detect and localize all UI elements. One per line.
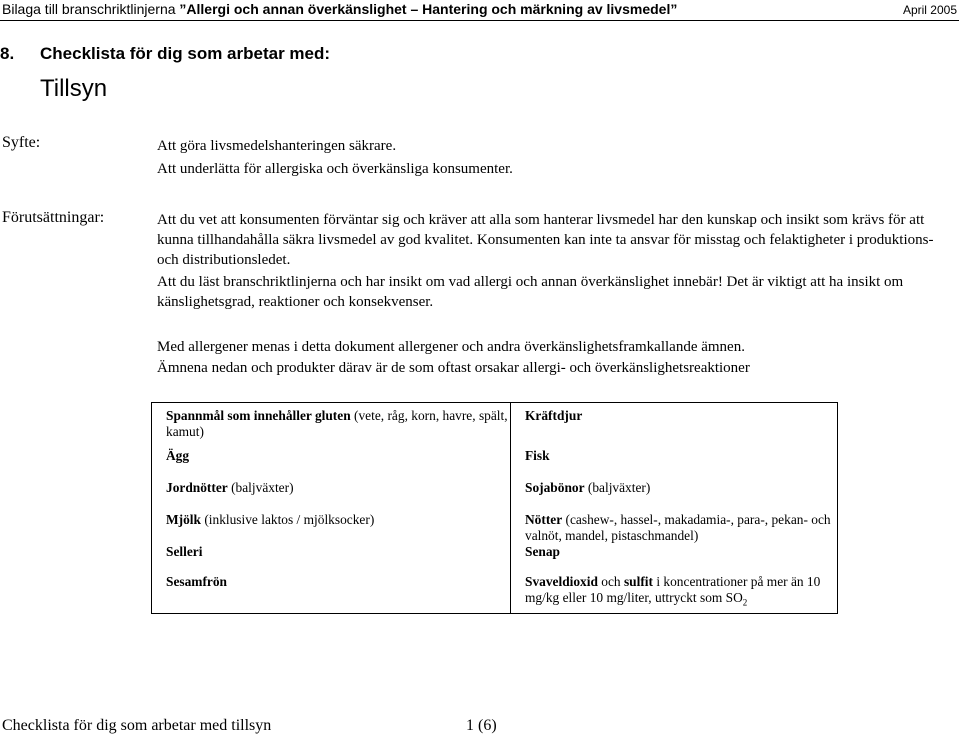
allergen-milk-note: (inklusive laktos / mjölksocker) xyxy=(200,512,375,527)
header-prefix: Bilaga till branschriktlinjerna xyxy=(2,1,180,17)
table-row xyxy=(152,448,838,480)
allergen-sulphite xyxy=(511,574,838,614)
table-row xyxy=(152,574,838,614)
allergen-celery-name: Selleri xyxy=(166,544,203,559)
allergen-celery xyxy=(152,544,511,574)
allergen-cereals-name: Spannmål som innehåller gluten xyxy=(166,408,351,423)
section-title-text: Checklista för dig som arbetar med: xyxy=(40,44,331,63)
allergen-sulphite-and: och xyxy=(597,574,624,589)
purpose-label: Syfte: xyxy=(2,134,41,151)
prerequisites-label: Förutsättningar: xyxy=(2,209,105,226)
allergen-egg xyxy=(152,448,511,480)
allergen-crustaceans xyxy=(511,403,838,449)
allergen-milk-name: Mjölk xyxy=(166,512,201,527)
allergen-mustard xyxy=(511,544,838,574)
allergen-sesame xyxy=(152,574,511,614)
header-date: April 2005 xyxy=(902,3,957,17)
table-row xyxy=(152,544,838,574)
allergen-milk xyxy=(152,512,511,544)
allergen-cereals xyxy=(152,403,511,449)
table-row xyxy=(152,480,838,512)
allergen-sulphite-subscript: 2 xyxy=(742,597,748,608)
allergen-mustard-name: Senap xyxy=(525,544,560,559)
allergen-nuts xyxy=(511,512,838,544)
allergen-peanuts-name: Jordnötter xyxy=(166,480,228,495)
section-number: 8. xyxy=(0,44,15,63)
section-title xyxy=(0,44,330,64)
allergen-peanuts xyxy=(152,480,511,512)
allergen-nuts-note: (cashew-, hassel-, makadamia-, para-, pekan- och valnöt, mandel, pistaschmandel) xyxy=(525,512,831,543)
allergen-sulphite-name: Svaveldioxid xyxy=(525,574,598,589)
document-header xyxy=(2,1,677,17)
allergen-nuts-name: Nötter xyxy=(525,512,563,527)
footer-title: Checklista för dig som arbetar med tillsyn xyxy=(2,717,272,734)
allergen-fish xyxy=(511,448,838,480)
allergen-soy-note: (baljväxter) xyxy=(584,480,651,495)
allergen-fish-name: Fisk xyxy=(525,448,550,463)
allergen-sulfite-name: sulfit xyxy=(623,574,653,589)
allergen-sesame-name: Sesamfrön xyxy=(166,574,227,589)
intro-line-1: Med allergener menas i detta dokument allergener och andra överkänslighetsframkallande ämnen. xyxy=(157,339,745,355)
allergen-soy xyxy=(511,480,838,512)
purpose-line-1: Att göra livsmedelshanteringen säkrare. xyxy=(157,138,397,154)
prerequisites-paragraph-2: Att du läst branschriktlinjerna och har insikt om vad allergi och annan överkänslighet innebär! Det är viktigt att ha insikt om känslighetsgrad, reaktioner och konsekvenser. xyxy=(157,274,904,310)
page-number: 1 (6) xyxy=(466,717,497,734)
allergen-table xyxy=(151,402,838,614)
header-close-quote: ” xyxy=(670,1,678,17)
table-row xyxy=(152,403,838,449)
allergen-crustaceans-name: Kräftdjur xyxy=(525,408,583,423)
allergen-cereals-note: (vete, råg, korn, havre, spält, kamut) xyxy=(166,408,508,439)
header-divider xyxy=(0,20,959,21)
allergen-peanuts-note: (baljväxter) xyxy=(227,480,294,495)
allergen-sulphite-note: i koncentrationer på mer än 10 mg/kg eller 10 mg/liter, uttryckt som SO xyxy=(525,574,821,605)
prerequisites-paragraph-1: Att du vet att konsumenten förväntar sig och kräver att alla som hanterar livsmedel har den kunskap och insikt som krävs för att kunna tillhandahålla säkra livsmedel av god kvalitet. Konsumenten kan inte ta ansvar för misstag och felaktigheter i produktions- och distributionsledet. xyxy=(157,212,934,268)
allergen-soy-name: Sojabönor xyxy=(525,480,585,495)
header-document-title: Allergi och annan överkänslighet – Hantering och märkning av livsmedel xyxy=(186,1,671,17)
page-heading: Tillsyn xyxy=(40,75,108,102)
header-open-quote: ” xyxy=(179,1,187,17)
intro-line-2: Ämnena nedan och produkter därav är de som oftast orsakar allergi- och överkänslighetsreaktioner xyxy=(157,360,750,376)
allergen-egg-name: Ägg xyxy=(166,448,190,463)
table-row xyxy=(152,512,838,544)
purpose-line-2: Att underlätta för allergiska och överkänsliga konsumenter. xyxy=(157,161,513,177)
